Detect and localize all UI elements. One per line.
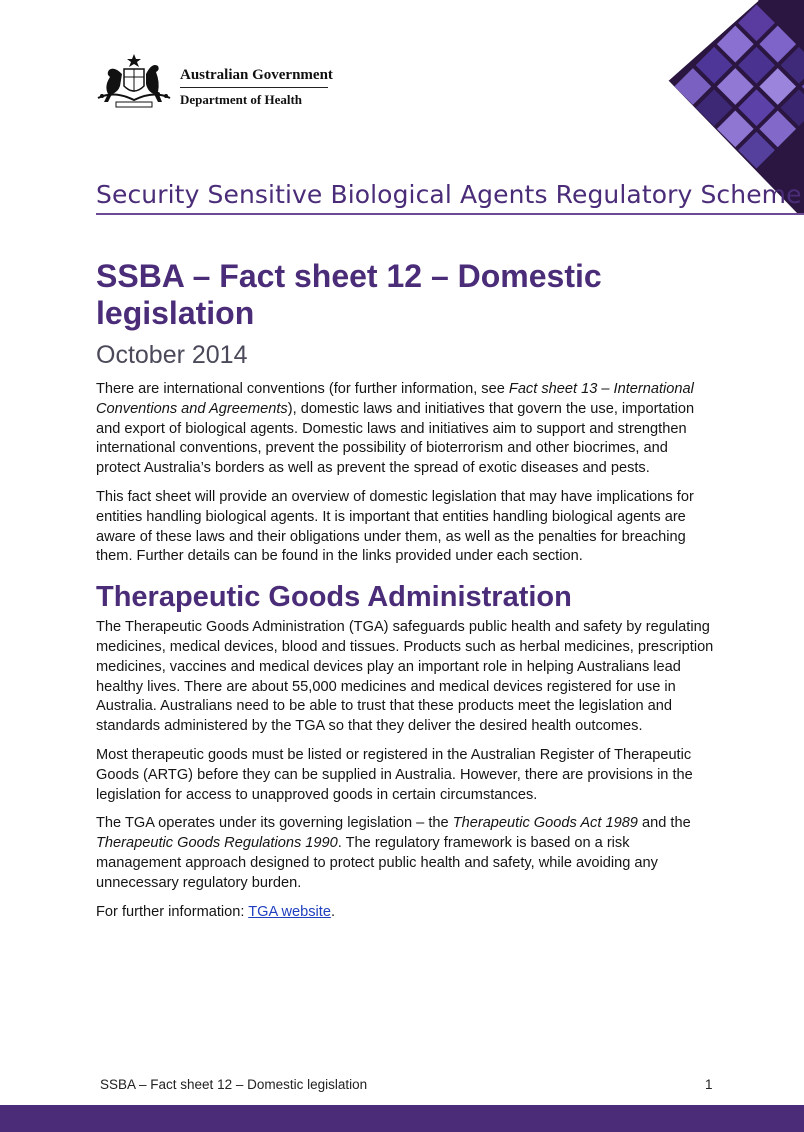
coat-of-arms-icon [94, 52, 174, 110]
government-divider [180, 87, 328, 88]
main-content [96, 380, 714, 931]
tga-website-link[interactable]: TGA website [248, 903, 331, 920]
footer-label: SSBA – Fact sheet 12 – Domestic legislation [100, 1077, 368, 1092]
publication-date: October 2014 [96, 341, 248, 369]
scheme-title: Security Sensitive Biological Agents Regulatory Scheme [96, 180, 802, 209]
fact-sheet-13-reference: Fact sheet 13 – International Conventions and Agreements [96, 381, 694, 417]
department-name: Department of Health [180, 92, 303, 107]
intro-paragraph-1: There are international conventions (for further information, see Fact sheet 13 – International Conventions and Agreements), domestic laws and initiatives that govern the use, importation and export of biological agents. Domestic laws and initiatives aim to support and strengthen international conventions, prevent the possibility of bioterrorism and other biocrimes, and protect Australia’s borders as well as prevent the spread of exotic diseases and pests. [96, 381, 695, 477]
page-number: 1 [705, 1077, 713, 1092]
tga-paragraph-1: The Therapeutic Goods Administration (TGA) safeguards public health and safety by regulating medicines, medical devices, blood and tissues. Products such as herbal medicines, prescription medicines, vaccines and medical devices play an important role in helping Australians lead healthy lives. There are about 55,000 medicines and medical devices registered for use in Australia. Australians need to be able to trust that these products meet the legislation and standards administered by the TGA so that they deliver the desired health outcomes. [96, 619, 714, 735]
footer-bar [0, 1105, 804, 1132]
regulations-reference: Therapeutic Goods Regulations 1990 [96, 835, 338, 852]
intro-paragraph-2: This fact sheet will provide an overview of domestic legislation that may have implications for entities handling biological agents. It is important that entities handling biological agents are aware of these laws and their obligations under them, as well as the penalties for breaching them. Further details can be found in the links provided under each section. [96, 488, 694, 565]
government-name: Australian Government [180, 67, 333, 83]
act-reference: Therapeutic Goods Act 1989 [452, 815, 638, 832]
tga-paragraph-2: Most therapeutic goods must be listed or registered in the Australian Register of Therapeutic Goods (ARTG) before they can be supplied in Australia. However, there are provisions in the legislation for access to unapproved goods in certain circumstances. [96, 746, 693, 803]
tga-further-info: For further information: TGA website. [96, 903, 336, 920]
page-title: SSBA – Fact sheet 12 – Domestic legislation [96, 258, 602, 331]
section-heading-tga: Therapeutic Goods Administration [96, 581, 572, 614]
tga-paragraph-3: The TGA operates under its governing legislation – the Therapeutic Goods Act 1989 and the Therapeutic Goods Regulations 1990. The regulatory framework is based on a risk management approach designed to protect public health and safety, while avoiding any unnecessary regulatory burden. [96, 815, 691, 891]
header-divider [96, 213, 804, 215]
